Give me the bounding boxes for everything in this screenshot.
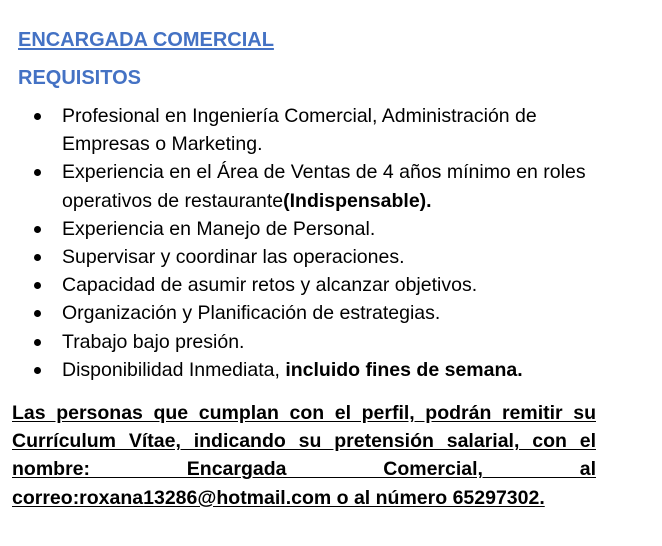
bullet-icon [34, 339, 41, 346]
bullet-icon [34, 226, 41, 233]
requirement-item [30, 243, 590, 271]
application-instructions: Las personas que cumplan con el perfil, podrán remitir su Currículum Vítae, indicando su pretensión salarial, con el nombre: Encargada Comercial, al correo:roxana13286@hotmail.com o al número 65297302. [12, 402, 596, 509]
requirement-text: Capacidad de asumir retos y alcanzar objetivos. [62, 274, 478, 297]
requirement-text: Organización y Planificación de estrategias. [62, 302, 441, 325]
bullet-icon [34, 310, 41, 317]
requirement-bold-text: (Indispensable). [283, 189, 432, 212]
requirement-text: Trabajo bajo presión. [62, 330, 245, 353]
requirement-item [30, 271, 590, 299]
requirement-item [30, 299, 590, 327]
requirement-item [30, 356, 590, 384]
bullet-icon [34, 282, 41, 289]
requirement-bold-text: incluido fines de semana. [285, 358, 523, 381]
bullet-icon [34, 169, 41, 176]
requirements-list [30, 102, 590, 384]
requirement-text: Disponibilidad Inmediata, [62, 358, 286, 381]
requirement-item [30, 158, 590, 214]
requirement-text: Supervisar y coordinar las operaciones. [62, 246, 405, 269]
job-title: ENCARGADA COMERCIAL [18, 29, 274, 51]
requirement-text: Profesional en Ingeniería Comercial, Administración de Empresas o Marketing. [62, 105, 537, 156]
requirements-heading: REQUISITOS [18, 67, 141, 89]
bullet-icon [34, 367, 41, 374]
requirement-text: Experiencia en Manejo de Personal. [62, 217, 376, 240]
bullet-icon [34, 254, 41, 261]
bullet-icon [34, 113, 41, 120]
requirement-item [30, 102, 590, 158]
requirement-text: Experiencia en el Área de Ventas de 4 años mínimo en roles operativos de restaurante [62, 161, 586, 212]
requirement-item [30, 328, 590, 356]
requirement-item [30, 215, 590, 243]
